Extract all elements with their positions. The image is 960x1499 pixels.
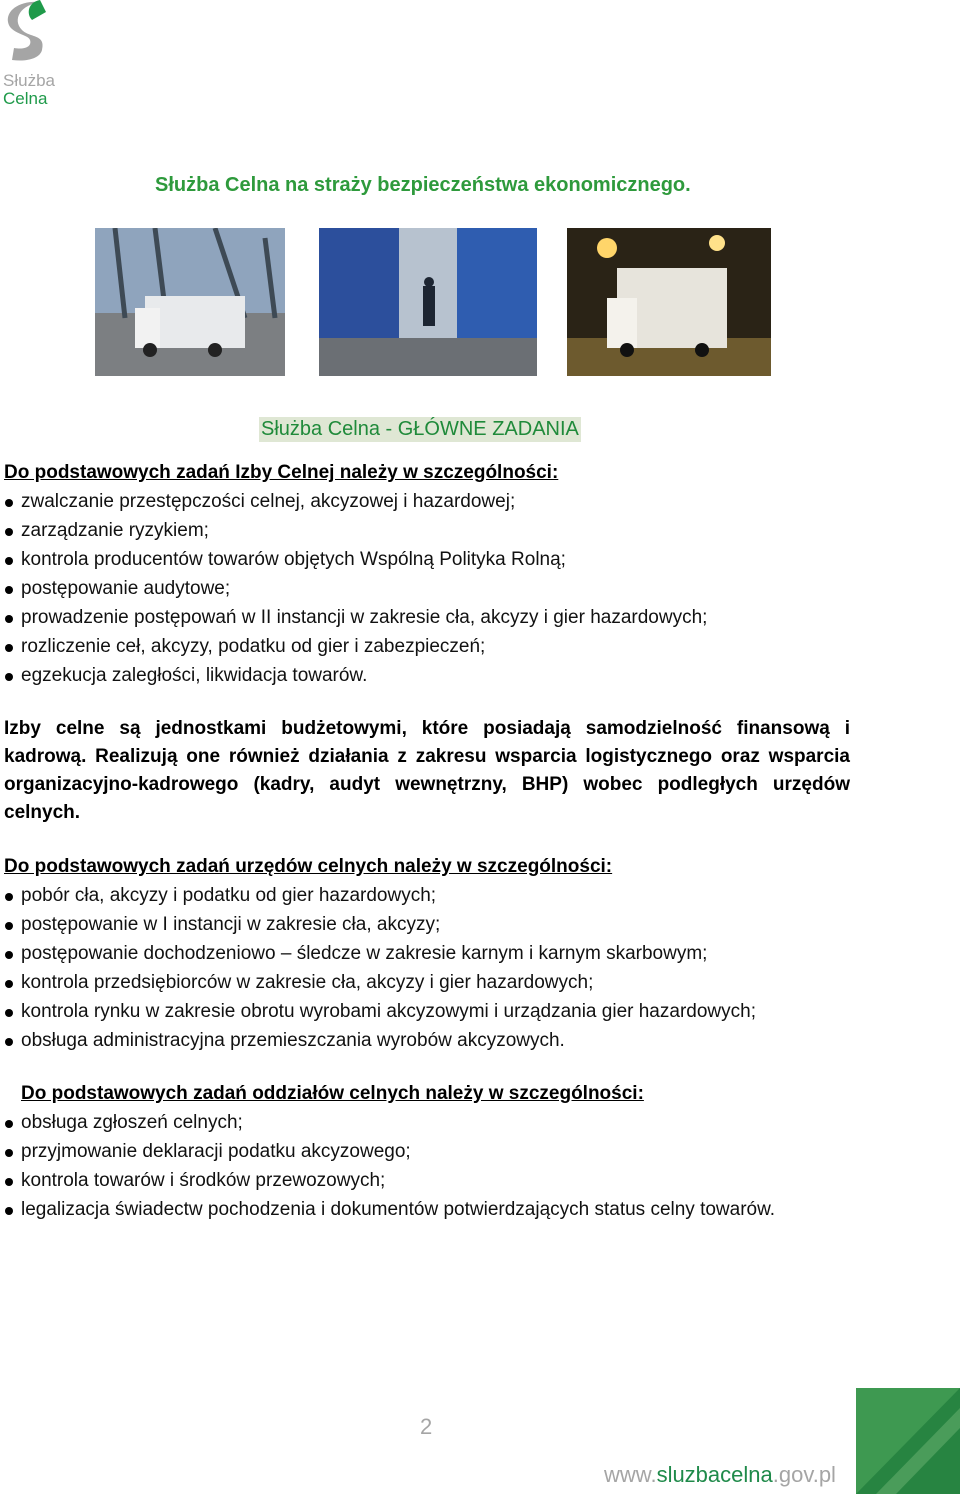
list-item: postępowanie dochodzeniowo – śledcze w zakresie karnym i karnym skarbowym;: [4, 939, 854, 968]
izby-heading: Do podstawowych zadań Izby Celnej należy w szczególności:: [4, 462, 559, 483]
list-item: prowadzenie postępowań w II instancji w zakresie cła, akcyzy i gier hazardowych;: [4, 603, 854, 632]
list-item: egzekucja zaległości, likwidacja towarów.: [4, 661, 854, 690]
urzedy-section: [4, 852, 854, 1055]
list-item: rozliczenie ceł, akcyzy, podatku od gier i zabezpieczeń;: [4, 632, 854, 661]
list-item: obsługa zgłoszeń celnych;: [4, 1108, 854, 1137]
logo-line-1: Służba: [3, 71, 55, 90]
urzedy-heading: Do podstawowych zadań urzędów celnych należy w szczególności:: [4, 856, 613, 877]
site-suffix: .gov.pl: [772, 1462, 836, 1487]
list-item: legalizacja świadectw pochodzenia i dokumentów potwierdzających status celny towarów.: [4, 1195, 854, 1224]
oddzialy-section: [4, 1079, 854, 1224]
website-link[interactable]: [604, 1462, 836, 1488]
list-item: kontrola towarów i środków przewozowych;: [4, 1166, 854, 1195]
list-item: kontrola producentów towarów objętych Wspólną Polityka Rolną;: [4, 545, 854, 574]
oddzialy-heading: Do podstawowych zadań oddziałów celnych należy w szczególności:: [21, 1083, 644, 1104]
urzedy-list: [4, 881, 854, 1055]
izby-section: [4, 458, 854, 690]
logo-text: [3, 72, 55, 108]
list-item: przyjmowanie deklaracji podatku akcyzowego;: [4, 1137, 854, 1166]
list-item: zarządzanie ryzykiem;: [4, 516, 854, 545]
page-number: 2: [420, 1414, 433, 1439]
photo-truck-port: [95, 228, 285, 376]
photo-officer-between-trucks: [319, 228, 537, 376]
logo-line-2: Celna: [3, 89, 48, 108]
photo-truck-night: [567, 228, 771, 376]
tagline: Służba Celna na straży bezpieczeństwa ekonomicznego.: [155, 174, 691, 196]
list-item: kontrola przedsiębiorców w zakresie cła, akcyzy i gier hazardowych;: [4, 968, 854, 997]
site-name: sluzbacelna: [656, 1462, 773, 1487]
list-item: zwalczanie przestępczości celnej, akcyzowej i hazardowej;: [4, 487, 854, 516]
section-title: Służba Celna - GŁÓWNE ZADANIA: [261, 418, 579, 440]
list-item: kontrola rynku w zakresie obrotu wyrobami akcyzowymi i urządzania gier hazardowych;: [4, 997, 854, 1026]
list-item: postępowanie w I instancji w zakresie cła, akcyzy;: [4, 910, 854, 939]
list-item: pobór cła, akcyzy i podatku od gier hazardowych;: [4, 881, 854, 910]
list-item: postępowanie audytowe;: [4, 574, 854, 603]
corner-decoration: [856, 1388, 960, 1494]
list-item: obsługa administracyjna przemieszczania wyrobów akcyzowych.: [4, 1026, 854, 1055]
logo-emblem-icon: [2, 0, 72, 70]
oddzialy-list: [4, 1108, 854, 1224]
izby-paragraph: Izby celne są jednostkami budżetowymi, które posiadają samodzielność finansową i kadrową. Realizują one również działania z zakresu wsparcia logistycznego oraz wsparcia organizacyjno-kadrowego (kadry, audyt wewnętrzny, BHP) wobec podległych urzędów celnych.: [4, 718, 850, 823]
izby-list: [4, 487, 854, 690]
site-prefix: www.: [604, 1462, 657, 1487]
